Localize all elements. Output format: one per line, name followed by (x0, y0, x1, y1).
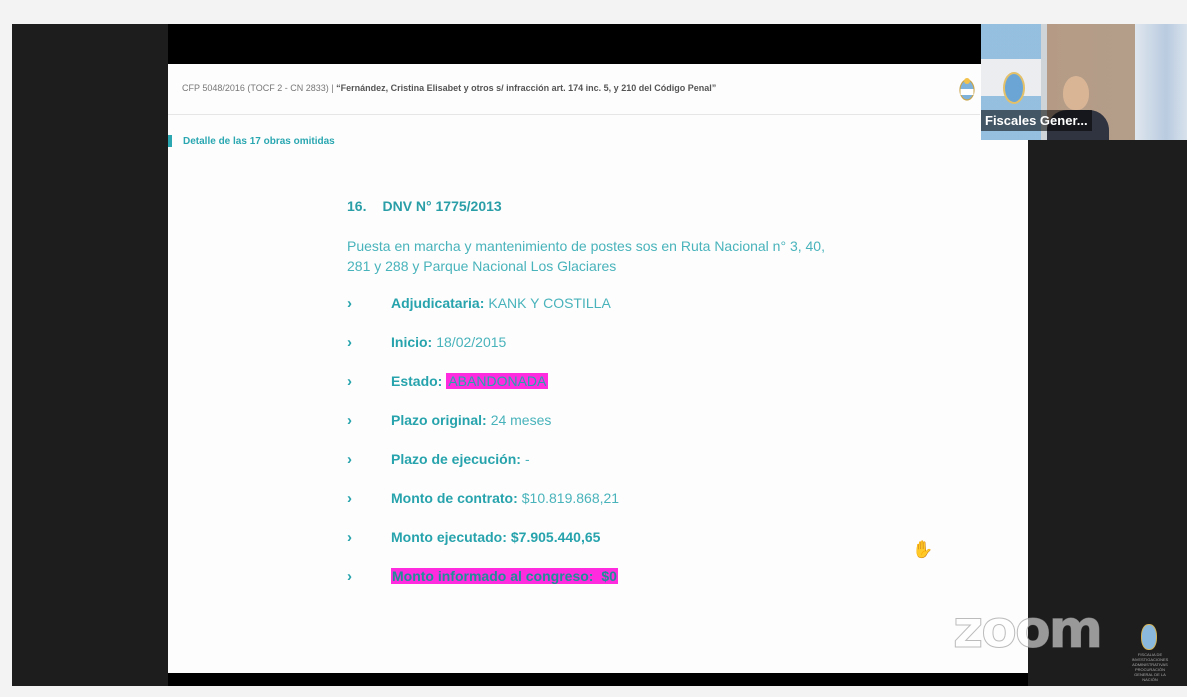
detail-label: Monto de contrato: (391, 490, 518, 506)
detail-label: Plazo de ejecución: (391, 451, 521, 467)
chevron-right-icon: › (347, 567, 352, 585)
detail-row-estado (347, 371, 548, 391)
participant-name: Fiscales Gener... (981, 110, 1092, 131)
detail-label: Estado: (391, 373, 443, 389)
zoom-logo-watermark: zoom (953, 600, 1101, 660)
detail-value: $7.905.440,65 (510, 529, 601, 545)
detail-row-monto-contrato (347, 488, 619, 508)
participant-head (1063, 76, 1089, 110)
item-title (347, 198, 502, 214)
detail-label: Plazo original: (391, 412, 487, 428)
section-tag-text: Detalle de las 17 obras omitidas (183, 135, 335, 147)
screen-share-bottom-bar (168, 673, 1028, 686)
chevron-right-icon: › (347, 450, 352, 468)
detail-value: - (524, 451, 530, 467)
chevron-right-icon: › (347, 372, 352, 390)
detail-value: $0 (601, 568, 617, 584)
item-number: 16. (347, 198, 367, 214)
shared-slide (168, 64, 1028, 673)
detail-row-plazo-original (347, 410, 551, 430)
detail-row-monto-ejecutado (347, 527, 600, 547)
chevron-right-icon: › (347, 333, 352, 351)
screen-share-top-bar (168, 24, 1028, 64)
detail-row-adjudicataria (347, 293, 611, 313)
case-reference: CFP 5048/2016 (TOCF 2 - CN 2833) | (182, 83, 334, 93)
highlighted-row (391, 568, 618, 584)
section-tag (168, 135, 335, 147)
detail-label: Monto ejecutado: (391, 529, 507, 545)
chevron-right-icon: › (347, 528, 352, 546)
argentina-seal-icon (1003, 72, 1025, 104)
slide-header (182, 83, 1002, 93)
header-divider (168, 114, 980, 115)
detail-label: Adjudicataria: (391, 295, 485, 311)
argentina-seal-icon (1141, 624, 1157, 650)
detail-label: Inicio: (391, 334, 433, 350)
argentina-seal-icon (959, 76, 975, 102)
detail-value: $10.819.868,21 (521, 490, 620, 506)
detail-value: 24 meses (490, 412, 552, 428)
detail-row-inicio (347, 332, 506, 352)
chevron-right-icon: › (347, 294, 352, 312)
detail-label: Monto informado al congreso: (392, 568, 594, 584)
section-marker (168, 135, 172, 147)
detail-row-plazo-ejecucion (347, 449, 530, 469)
item-title-text: DNV N° 1775/2013 (382, 198, 502, 214)
detail-value: KANK Y COSTILLA (488, 295, 611, 311)
chevron-right-icon: › (347, 411, 352, 429)
participant-video-tile[interactable] (981, 24, 1187, 140)
item-description: Puesta en marcha y mantenimiento de postes sos en Ruta Nacional n° 3, 40, 281 y 288 y Parque Nacional Los Glaciares (347, 238, 825, 274)
flag-background (1135, 24, 1187, 140)
hand-cursor-icon: ✋ (912, 540, 934, 559)
highlighted-status-value: ABANDONADA (448, 373, 547, 389)
chevron-right-icon: › (347, 489, 352, 507)
case-title: “Fernández, Cristina Elisabet y otros s/ infracción art. 174 inc. 5, y 210 del Código Penal” (336, 83, 717, 93)
detail-row-monto-informado (347, 566, 618, 586)
institution-caption: FISCALIA DE INVESTIGACIONES ADMINISTRATIVAS PROCURACIÓN GENERAL DE LA NACIÓN (1131, 652, 1169, 682)
detail-value: 18/02/2015 (436, 334, 507, 350)
